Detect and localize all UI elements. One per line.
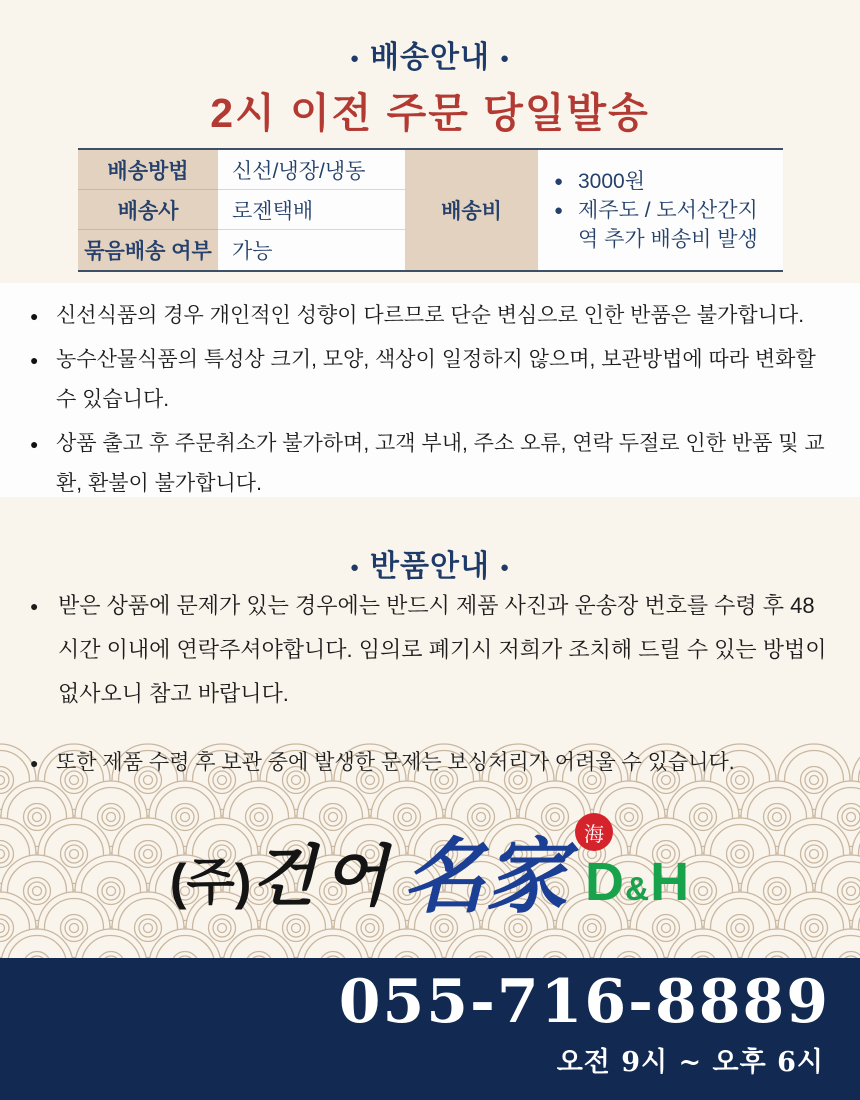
note-text: 상품 출고 후 주문취소가 불가하며, 고객 부내, 주소 오류, 연락 두절로 인한 반품 및 교환, 환불이 불가합니다. [56,432,825,495]
bullet-icon: ● [30,352,39,368]
table-value-bundle: 가능 [218,230,405,270]
fee-item [554,196,772,254]
list-item [30,584,832,716]
logo-hanja-name: 名家 [402,828,567,925]
table-label-method: 배송방법 [78,150,218,190]
table-value-method: 신선/냉장/냉동 [218,150,405,190]
dnh-h: H [650,852,691,912]
table-label-bundle: 묶음배송 여부 [78,230,218,270]
dnh-amp: & [624,871,651,908]
return-section-title [0,541,860,585]
bullet-icon: ● [30,308,39,324]
phone-number: 055-716-8889 [338,967,830,1037]
bullet-icon: ● [30,755,39,771]
title-dot-icon: ● [349,559,361,576]
business-hours: 오전 9시 ~ 오후 6시 [556,1047,824,1078]
logo-dnh-text [585,852,690,912]
table-value-carrier: 로젠택배 [218,190,405,230]
table-label-carrier: 배송사 [78,190,218,230]
title-dot-icon: ● [349,50,361,67]
note-text: 농수산물식품의 특성상 크기, 모양, 색상이 일정하지 않으며, 보관방법에 따라 변화할 수 있습니다. [56,348,816,411]
dnh-d: D [584,852,625,912]
red-seal-icon: 海 [575,813,613,851]
list-item [30,424,838,504]
contact-footer [0,958,860,1100]
table-label-fee: 배송비 [405,150,538,270]
shipping-table [78,148,783,272]
list-item [30,296,838,336]
note-text: 또한 제품 수령 후 보관 중에 발생한 문제는 보싱처리가 어려울 수 있습니다. [56,751,735,774]
logo-dnh-group [583,821,691,913]
wave-pattern-band [0,737,860,958]
title-dot-icon: ● [499,50,511,67]
fee-item-text: 3000원 [578,169,646,193]
bullet-icon: ● [30,598,39,614]
note-text: 신선식품의 경우 개인적인 성향이 다르므로 단순 변심으로 인한 반품은 불가합니다. [56,304,805,327]
bullet-icon: ● [554,172,564,190]
table-value-fee [538,150,783,270]
list-item [30,340,838,420]
shipping-notes-section [0,283,860,497]
title-dot-icon: ● [499,559,511,576]
logo-prefix-text: (주) [169,854,252,910]
fee-item [554,167,772,196]
bullet-icon: ● [554,201,564,219]
same-day-shipping-headline: 2시 이전 주문 당일발송 [210,90,650,136]
shipping-title-text: 배송안내 [370,41,490,74]
shipping-section-title [0,32,860,76]
list-item [30,743,832,783]
company-logo [0,807,860,937]
logo-korean-name: 건어 [251,836,395,915]
bullet-icon: ● [30,436,39,452]
return-title-text: 반품안내 [370,550,490,583]
fee-item-text: 제주도 / 도서산간지역 추가 배송비 발생 [578,198,758,251]
note-text: 받은 상품에 문제가 있는 경우에는 반드시 제품 사진과 운송장 번호를 수령 후 48시간 이내에 연락주셔야합니다. 임의로 폐기시 저희가 조치해 드릴 수 있는 방법이 없사오니 참고 바랍니다. [58,593,827,706]
